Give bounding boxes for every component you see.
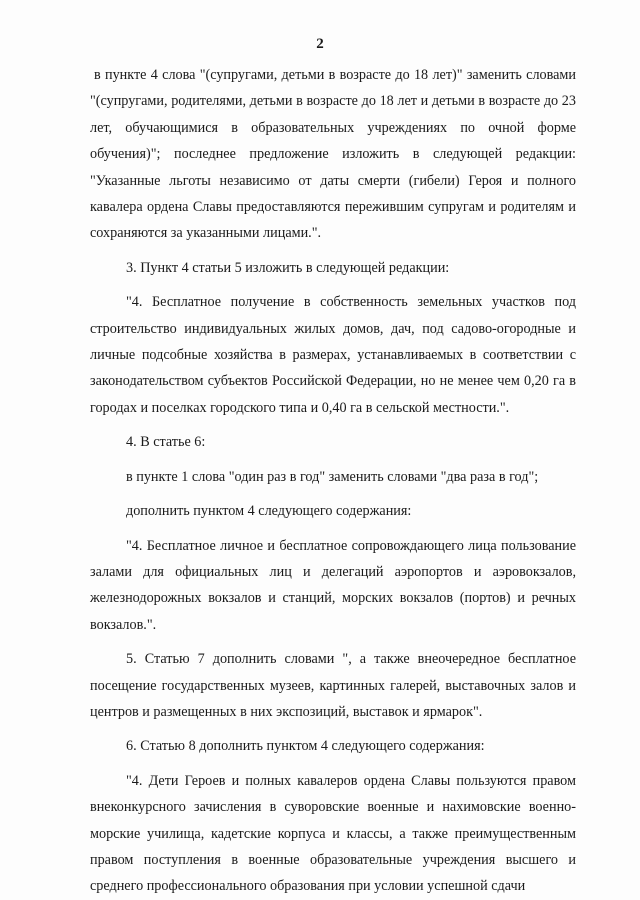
document-body	[90, 62, 576, 900]
paragraph-official-halls: "4. Бесплатное личное и бесплатное сопровождающего лица пользование залами для официальных лиц и делегаций аэропортов и аэровокзалов, железнодорожных вокзалов и станций, морских вокзалов (портов) и речных вокзалов.".	[90, 537, 576, 633]
paragraph-item-6: 6. Статью 8 дополнить пунктом 4 следующего содержания:	[126, 738, 485, 755]
paragraph-land-plots: "4. Бесплатное получение в собственность земельных участков под строительство индивидуальных жилых домов, дач, под садово-огородные и личные подсобные хозяйства в размерах, устанавливаемых в соответствии с законодательством субъектов Российской Федерации, но не менее чем 0,20 га в городах и поселках городского типа и 0,40 га в сельской местности.".	[90, 294, 576, 416]
paragraph-children-admission: "4. Дети Героев и полных кавалеров ордена Славы пользуются правом внеконкурсного зачисления в суворовские военные и нахимовские военно-морские училища, кадетские корпуса и классы, а также преимущественным правом поступления в военные образовательные учреждения высшего и среднего профессионального образования при условии успешной сдачи	[90, 772, 576, 895]
paragraph-point-1-change: в пункте 1 слова "один раз в год" заменить словами "два раза в год";	[126, 468, 539, 485]
paragraph-add-point-4: дополнить пунктом 4 следующего содержания:	[126, 503, 412, 520]
paragraph-item-5: 5. Статью 7 дополнить словами ", а также внеочередное бесплатное посещение государственных музеев, картинных галерей, выставочных залов и центров и размещенных в них экспозиций, выставок и ярмарок".	[90, 651, 576, 720]
paragraph-amend-point-4: в пункте 4 слова "(супругами, детьми в возрасте до 18 лет)" заменить словами "(супругами, родителями, детьми в возрасте до 18 лет и детьми в возрасте до 23 лет, обучающимися в образовательных учреждениях по очной форме обучения)"; последнее предложение изложить в следующей редакции: "Указанные льготы независимо от даты смерти (гибели) Героя и полного кавалера ордена Славы предоставляются пережившим супругам и родителям и сохраняются за указанными лицами.".	[90, 67, 576, 242]
page-number: 2	[316, 36, 324, 52]
paragraph-item-4: 4. В статье 6:	[126, 434, 206, 451]
paragraph-item-3: 3. Пункт 4 статьи 5 изложить в следующей редакции:	[126, 259, 450, 276]
